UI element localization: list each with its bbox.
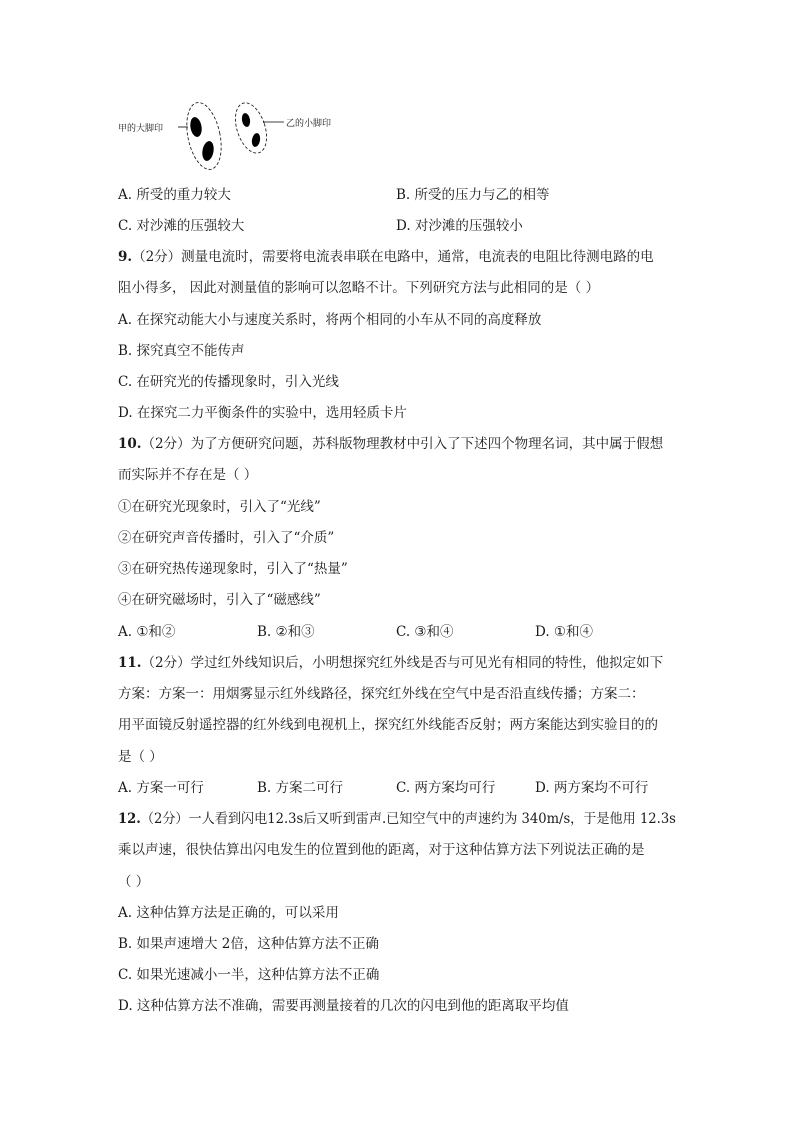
q9-option-a: A. 在探究动能大小与速度关系时，将两个相同的小车从不同的高度释放 — [118, 312, 542, 328]
q12-option-d: D. 这种估算方法不准确，需要再测量接着的几次的闪电到他的距离取平均值 — [118, 998, 569, 1014]
q10-line-1 — [118, 435, 663, 453]
q8-option-a: A. 所受的重力较大 — [118, 187, 231, 203]
q10-item-4: ④在研究磁场时，引入了“磁感线” — [118, 592, 321, 608]
big-footprint-outline — [181, 100, 226, 173]
q11-option-c: C. 两方案均可行 — [396, 780, 496, 796]
q11-line-1 — [118, 654, 663, 672]
q10-item-2: ②在研究声音传播时，引入了“介质” — [118, 530, 335, 546]
q10-number: 10. — [118, 436, 142, 452]
q8-option-b: B. 所受的压力与乙的相等 — [396, 187, 550, 203]
q10-stem-1: （2分）为了方便研究问题，苏科版物理教材中引入了下述四个物理名词，其中属于假想 — [141, 436, 664, 452]
q9-option-c: C. 在研究光的传播现象时，引入光线 — [118, 374, 339, 390]
q10-option-a: A. ①和② — [118, 624, 176, 640]
q8-option-d: D. 对沙滩的压强较小 — [396, 218, 523, 234]
small-footprint-2 — [251, 132, 261, 147]
footprint-figure — [168, 100, 338, 180]
q9-option-b: B. 探究真空不能传声 — [118, 343, 245, 359]
q11-line-4: 是（ ） — [118, 749, 163, 765]
small-footprint-outline — [230, 100, 273, 157]
q10-option-b: B. ②和③ — [257, 624, 315, 640]
q11-option-d: D. 两方案均不可行 — [535, 780, 649, 796]
figure-label-left: 甲的大脚印 — [118, 124, 164, 134]
q11-option-b: B. 方案二可行 — [257, 780, 344, 796]
q12-number: 12. — [118, 811, 141, 827]
q10-line-2: 而实际并不存在是（ ） — [118, 467, 258, 483]
q8-option-c: C. 对沙滩的压强较大 — [118, 218, 245, 234]
q12-line-1 — [118, 810, 676, 828]
big-footprint-1 — [189, 116, 203, 138]
q12-line-2: 乘以声速，很快估算出闪电发生的位置到他的距离，对于这种估算方法下列说法正确的是 — [118, 842, 645, 858]
q12-stem-1: （2分）一人看到闪电12.3s后又听到雷声.已知空气中的声速约为 340m/s，于是他用 12.3s — [140, 811, 676, 827]
q9-line-2: 阻小得多， 因此对测量值的影响可以忽略不计。下列研究方法与此相同的是（ ） — [118, 280, 600, 296]
q12-option-b: B. 如果声速增大 2倍，这种估算方法不正确 — [118, 936, 379, 952]
q12-option-c: C. 如果光速减小一半，这种估算方法不正确 — [118, 967, 380, 983]
q11-line-2: 方案：方案一：用烟雾显示红外线路径，探究红外线在空气中是否沿直线传播；方案二： — [118, 686, 645, 702]
q9-option-d: D. 在探究二力平衡条件的实验中，选用轻质卡片 — [118, 405, 407, 421]
q10-item-1: ①在研究光现象时，引入了“光线” — [118, 499, 321, 515]
q11-stem-1: （2分）学过红外线知识后，小明想探究红外线是否与可见光有相同的特性，他拟定如下 — [141, 655, 664, 671]
big-footprint-2 — [201, 140, 215, 162]
q10-option-d: D. ①和④ — [535, 624, 594, 640]
q9-line-1 — [118, 248, 654, 266]
q12-option-a: A. 这种估算方法是正确的，可以采用 — [118, 905, 339, 921]
q10-item-3: ③在研究热传递现象时，引入了“热量” — [118, 561, 348, 577]
q9-number: 9. — [118, 249, 133, 265]
figure-label-right: 乙的小脚印 — [286, 119, 332, 129]
q9-stem-1: （2分）测量电流时，需要将电流表串联在电路中，通常，电流表的电阻比待测电路的电 — [132, 249, 654, 265]
q11-line-3: 用平面镜反射遥控器的红外线到电视机上，探究红外线能否反射；两方案能达到实验目的的 — [118, 717, 658, 733]
q12-line-3: （ ） — [118, 874, 150, 890]
q11-option-a: A. 方案一可行 — [118, 780, 204, 796]
small-footprint-1 — [241, 112, 251, 127]
q10-option-c: C. ③和④ — [396, 624, 454, 640]
q11-number: 11. — [118, 655, 142, 671]
